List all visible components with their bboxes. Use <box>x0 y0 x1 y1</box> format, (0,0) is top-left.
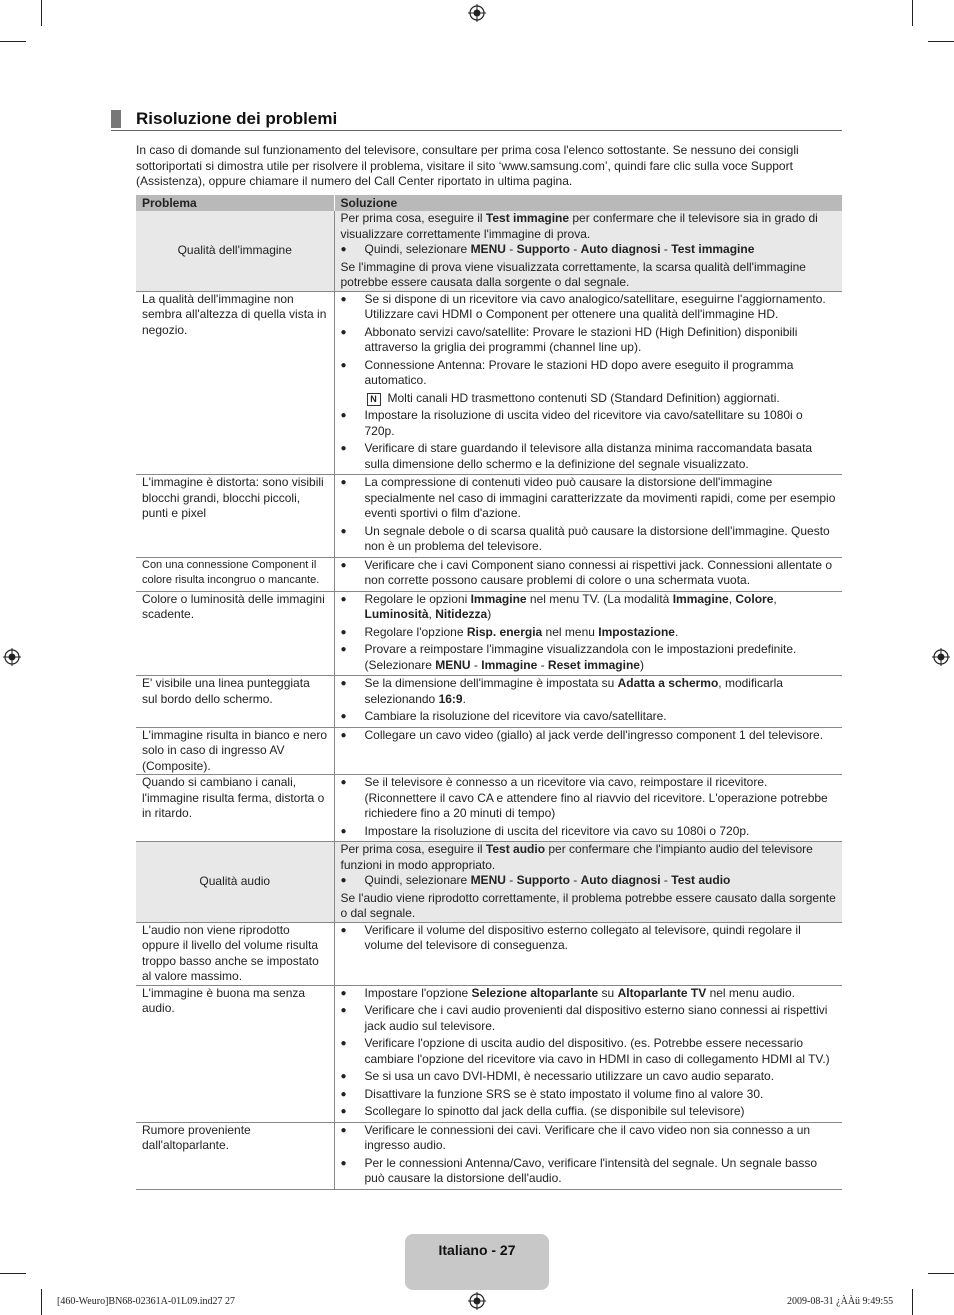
text-run: Immagine <box>470 591 527 606</box>
solution-cell <box>334 842 842 923</box>
text-run: Impostare la risoluzione di uscita video del ricevitore via cavo/satellitare su 1080i o 720p. <box>364 408 803 438</box>
text-run: MENU <box>470 873 506 887</box>
table-row <box>136 291 842 475</box>
text-run: Verificare che i cavi Component siano connessi ai rispettivi jack. Connessioni allentate o non corrette possono causare problemi di colore o una schermata vuota. <box>364 557 833 587</box>
text-run: Se la dimensione dell'immagine è impostata su <box>364 676 618 690</box>
solution-bullet <box>341 441 837 474</box>
text-run: Selezione altoparlante <box>471 985 599 1000</box>
text-run: Reset immagine <box>547 657 640 672</box>
text-run: Verificare le connessioni dei cavi. Verificare che il cavo video non sia connesso a un ingresso audio. <box>364 1122 811 1152</box>
note-text: Molti canali HD trasmettono contenuti SD (Standard Definition) aggiornati. <box>387 390 780 405</box>
text-run: ) <box>639 657 644 672</box>
problem-cell: L'audio non viene riprodotto oppure il livello del volume risulta troppo basso anche se impostato al valore massimo. <box>136 922 334 985</box>
table-row <box>136 775 842 842</box>
text-run: Disattivare la funzione SRS se è stato impostato il volume fino al valore 30. <box>364 1086 764 1101</box>
solution-list <box>341 1123 837 1189</box>
solution-cell <box>334 211 842 291</box>
solution-list <box>341 592 837 676</box>
solution-bullet <box>341 242 837 260</box>
text-run: 16:9 <box>438 691 463 706</box>
solution-list <box>341 873 837 891</box>
solution-bullet <box>341 524 837 557</box>
table-row <box>136 557 842 591</box>
text-run: Colore <box>735 591 774 606</box>
bullet-spacer <box>365 589 837 591</box>
page-title: Risoluzione dei problemi <box>136 109 338 128</box>
bullet-spacer <box>365 673 837 675</box>
text-run: Per prima cosa, eseguire il <box>340 842 486 856</box>
bullet-spacer <box>365 954 837 956</box>
bullet-spacer <box>365 889 837 891</box>
text-run: Se si dispone di un ricevitore via cavo analogico/satellitare, eseguirne l'aggiornamento. Utilizzare cavi HDMI o Component per ottenere una qualità dell'immagine HD. <box>364 291 826 321</box>
text-run: Connessione Antenna: Provare le stazioni HD dopo avere eseguito il programma automatico. <box>364 357 794 387</box>
solution-list <box>341 475 837 557</box>
solution-cell <box>334 591 842 676</box>
column-header-problem: Problema <box>136 195 334 211</box>
solution-intro <box>341 842 837 873</box>
text-run: Immagine <box>672 591 729 606</box>
text-run: Regolare l'opzione <box>364 624 467 639</box>
solution-list <box>341 676 837 727</box>
solution-list <box>341 292 837 475</box>
crop-mark <box>928 41 954 42</box>
solution-bullet <box>341 358 837 391</box>
text-run: - <box>660 873 672 887</box>
text-run: - <box>569 873 581 887</box>
text-run: - <box>660 242 672 256</box>
solution-bullet <box>341 873 837 891</box>
solution-cell <box>334 1122 842 1189</box>
solution-bullet <box>341 592 837 625</box>
text-run: Per le connessioni Antenna/Cavo, verificare l'intensità del segnale. Un segnale basso può causare la distorsione dell'audio. <box>364 1155 818 1185</box>
text-run: Quindi, selezionare <box>364 242 471 256</box>
crop-mark <box>41 0 42 26</box>
text-run: Verificare l'opzione di uscita audio del dispositivo. (es. Potrebbe essere necessario cambiare l'opzione del ricevitore via cavo in HDMI in caso di collegamento HDMI al TV.) <box>364 1036 830 1066</box>
text-run: Supporto <box>516 873 570 887</box>
text-run: MENU <box>435 657 471 672</box>
text-run: Test audio <box>671 873 731 887</box>
bullet-spacer <box>365 258 837 260</box>
table-row <box>136 676 842 728</box>
crop-mark <box>0 1273 26 1274</box>
solution-list <box>341 923 837 956</box>
solution-bullet <box>341 475 837 524</box>
registration-mark-icon <box>3 648 21 666</box>
text-run: per confermare che il televisore sia in grado di visualizzare correttamente l'immagine di prova. <box>340 211 818 241</box>
footer-timestamp: 2009-08-31 ¿ÀÀü 9:49:55 <box>787 1296 894 1307</box>
solution-bullet <box>341 775 837 824</box>
bullet-spacer <box>365 743 837 745</box>
solution-bullet <box>341 1069 837 1087</box>
note-icon: N <box>367 393 381 406</box>
registration-mark-icon <box>468 1292 486 1310</box>
bullet-spacer <box>365 839 837 841</box>
footer-file-info: [460-Weuro]BN68-02361A-01L09.ind27 27 <box>57 1296 236 1307</box>
crop-mark <box>912 1289 913 1315</box>
solution-cell <box>334 985 842 1122</box>
problem-cell: Qualità dell'immagine <box>136 211 334 291</box>
crop-mark <box>912 0 913 26</box>
crop-mark <box>928 1273 954 1274</box>
solution-bullet <box>341 923 837 956</box>
problem-cell: La qualità dell'immagine non sembra all'altezza di quella vista in negozio. <box>136 291 334 475</box>
text-run: - <box>505 873 517 887</box>
text-run: , <box>428 607 436 621</box>
solution-list <box>341 986 837 1122</box>
table-row <box>136 475 842 558</box>
table-row <box>136 922 842 985</box>
problem-cell: Colore o luminosità delle immagini scadente. <box>136 591 334 676</box>
text-run: nel menu TV. (La modalità <box>526 591 673 606</box>
troubleshooting-table <box>136 195 843 1190</box>
column-header-solution: Soluzione <box>334 195 842 211</box>
solution-list <box>341 728 837 746</box>
bullet-spacer <box>365 1120 837 1122</box>
intro-paragraph: In caso di domande sul funzionamento del televisore, consultare per prima cosa l'elenco sottostante. Se nessuno dei consigli sottoriportati si dimostra utile per risolvere il problema, visitare il sito ‘www.samsung.com’, quindi fare clic sulla voce Support (Assistenza), oppure chiamare il numero del Call Center riportato in ultima pagina. <box>136 143 799 188</box>
solution-cell <box>334 291 842 475</box>
text-run: - <box>505 242 517 256</box>
solution-bullet <box>341 986 837 1004</box>
table-row <box>136 1122 842 1189</box>
crop-mark <box>41 1289 42 1315</box>
text-run: Verificare di stare guardando il televisore alla distanza minima raccomandata basata sulla dimensione dello schermo e la definizione del segnale visualizzato. <box>364 441 813 471</box>
solution-cell <box>334 727 842 775</box>
text-run: Test immagine <box>671 242 755 256</box>
problem-cell: Quando si cambiano i canali, l'immagine risulta ferma, distorta o in ritardo. <box>136 775 334 842</box>
solution-bullet <box>341 1036 837 1069</box>
solution-note <box>341 391 837 409</box>
text-run: - <box>470 657 482 672</box>
text-run: Adatta a schermo <box>617 676 719 690</box>
text-run: MENU <box>470 242 506 256</box>
title-accent-bar <box>111 110 121 128</box>
solution-list <box>341 242 837 260</box>
text-run: Collegare un cavo video (giallo) al jack verde dell'ingresso component 1 del televisore. <box>364 727 824 742</box>
text-run: Test immagine <box>485 211 570 225</box>
text-run: ) <box>487 607 492 621</box>
table-row <box>136 211 842 291</box>
text-run: Impostazione <box>598 624 675 639</box>
bullet-spacer <box>365 555 837 557</box>
text-run: Cambiare la risoluzione del ricevitore via cavo/satellitare. <box>364 709 667 723</box>
section-header <box>111 108 842 131</box>
problem-cell: L'immagine risulta in bianco e nero solo in caso di ingresso AV (Composite). <box>136 727 334 775</box>
text-run: Impostare l'opzione <box>364 985 472 1000</box>
solution-bullet <box>341 408 837 441</box>
solution-bullet <box>341 1156 837 1189</box>
solution-intro <box>341 211 837 242</box>
text-run: . <box>674 624 679 639</box>
table-body <box>136 211 842 1189</box>
text-run: , <box>728 591 736 606</box>
text-run: Supporto <box>516 242 570 256</box>
table-row <box>136 985 842 1122</box>
registration-mark-icon <box>468 4 486 22</box>
text-run: Regolare le opzioni <box>364 591 471 606</box>
text-run: Immagine <box>481 657 538 672</box>
problem-cell: E' visibile una linea punteggiata sul bordo dello schermo. <box>136 676 334 728</box>
solution-bullet <box>341 642 837 675</box>
text-run: . <box>462 691 466 706</box>
text-run: Verificare il volume del dispositivo esterno collegato al televisore, quindi regolare il volume del televisore di conseguenza. <box>364 922 801 952</box>
text-run: Risp. energia <box>466 624 543 639</box>
text-run: - <box>537 657 548 672</box>
problem-cell: Qualità audio <box>136 842 334 923</box>
solution-bullet <box>341 824 837 842</box>
text-run: Per prima cosa, eseguire il <box>340 211 486 225</box>
solution-cell <box>334 775 842 842</box>
solution-cell <box>334 475 842 558</box>
solution-bullet <box>341 709 837 727</box>
text-run: Auto diagnosi <box>580 873 661 887</box>
bullet-spacer <box>365 725 837 727</box>
text-run: nel menu audio. <box>706 985 795 1000</box>
registration-mark-icon <box>932 648 950 666</box>
text-run: Un segnale debole o di scarsa qualità può causare la distorsione dell'immagine. Questo non è un problema del televisore. <box>364 523 830 553</box>
table-row <box>136 842 842 923</box>
text-run: Auto diagnosi <box>580 242 661 256</box>
table-header-row <box>136 195 842 211</box>
text-run: , <box>773 591 777 606</box>
solution-list <box>341 558 837 591</box>
problem-cell: L'immagine è buona ma senza audio. <box>136 985 334 1122</box>
text-run: nel menu <box>542 624 599 639</box>
text-run: Provare a reimpostare l'immagine visualizzandola con le impostazioni predefinite. (Selezionare <box>364 642 797 672</box>
solution-bullet <box>341 325 837 358</box>
crop-mark <box>0 41 26 42</box>
solution-cell <box>334 922 842 985</box>
table-row <box>136 591 842 676</box>
text-run: Altoparlante TV <box>617 985 707 1000</box>
text-run: Luminosità <box>364 607 429 621</box>
solution-bullet <box>341 558 837 591</box>
text-run: Impostare la risoluzione di uscita del ricevitore via cavo su 1080i o 720p. <box>364 823 750 838</box>
page-number-tab <box>405 1234 549 1290</box>
solution-outro: Se l'immagine di prova viene visualizzata correttamente, la scarsa qualità dell'immagine potrebbe essere causata dalla sorgente o dal segnale. <box>340 259 806 289</box>
text-run: su <box>598 985 618 1000</box>
text-run: Nitidezza <box>435 607 488 621</box>
text-run: Se il televisore è connesso a un ricevitore via cavo, reimpostare il ricevitore. (Riconnettere il cavo CA e attendere fino al riavvio del ricevitore. L'operazione potrebbe richiedere fino a 20 minuti di tempo) <box>364 775 828 820</box>
text-run: per confermare che l'impianto audio del televisore funzioni in modo appropriato. <box>340 842 813 872</box>
text-run: La compressione di contenuti video può causare la distorsione dell'immagine specialmente nel caso di immagini caratterizzate da movimenti rapidi, come per esempio eventi sportivi o film d'azione. <box>364 475 836 520</box>
solution-bullet <box>341 728 837 746</box>
text-run: , modificarla selezionando <box>364 676 783 706</box>
solution-bullet <box>341 292 837 325</box>
text-run: Scollegare lo spinotto dal jack della cuffia. (se disponibile sul televisore) <box>364 1104 745 1118</box>
problem-cell: Con una connessione Component il colore risulta incongruo o mancante. <box>136 557 334 591</box>
solution-outro: Se l'audio viene riprodotto correttamente, il problema potrebbe essere causato dalla sorgente o dal segnale. <box>340 890 836 920</box>
solution-cell <box>334 557 842 591</box>
table-row <box>136 727 842 775</box>
solution-list <box>341 775 837 841</box>
solution-bullet <box>341 1123 837 1156</box>
text-run: Se si usa un cavo DVI-HDMI, è necessario utilizzare un cavo audio separato. <box>364 1069 775 1083</box>
solution-bullet <box>341 1087 837 1105</box>
problem-cell: L'immagine è distorta: sono visibili blocchi grandi, blocchi piccoli, punti e pixel <box>136 475 334 558</box>
solution-bullet <box>341 1104 837 1122</box>
text-run: Verificare che i cavi audio provenienti dal dispositivo esterno siano connessi ai rispettivi jack audio sul televisore. <box>364 1003 828 1033</box>
bullet-spacer <box>365 472 837 474</box>
text-run: Test audio <box>485 842 546 856</box>
text-run: Abbonato servizi cavo/satellite: Provare le stazioni HD (High Definition) disponibili attraverso la griglia dei programmi (channel line up). <box>364 324 798 354</box>
text-run: Quindi, selezionare <box>364 873 471 887</box>
bullet-spacer <box>365 1187 837 1189</box>
solution-bullet <box>341 676 837 709</box>
text-run: - <box>569 242 581 256</box>
solution-bullet <box>341 1003 837 1036</box>
page-number: Italiano - 27 <box>438 1242 516 1258</box>
solution-bullet <box>341 625 837 643</box>
problem-cell: Rumore proveniente dall'altoparlante. <box>136 1122 334 1189</box>
solution-cell <box>334 676 842 728</box>
